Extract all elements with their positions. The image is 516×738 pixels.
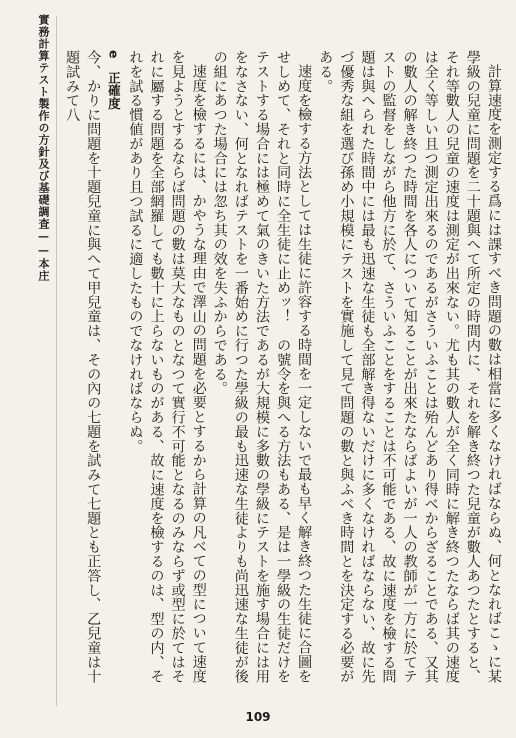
paragraph-2: 速度を檢する方法としては生徒に許容する時間を一定しないで最も早く解き終つた生徒に合圖をせしめて、それと同時に全生徒に止めッ！ の號令を與へる方法もある、是は一學級の生徒だけをテストする場合には極めて氣のきいた方法であるが大規模に多數の學級にテストを施す場合には用をなさない、何となればテストを一番始めに行つた學級の最も迅速な生徒よりも尚迅速な生徒が後の組にあつた場合には忽ち其の效を失ふからである。 xyxy=(211,50,313,684)
paragraph-3: 速度を檢するには、かやうな理由で澤山の問題を必要とするから計算の凡べての型について速度を見ようとするならば問題の數は莫大なものとなつて實行不可能となるのみならず或型に於てはそれに屬する問題を全部網羅しても數十に上らないものがある、故に速度を檢するのは、型の内、それを試る慣値があり且つ試るに適したものでなければならぬ。 xyxy=(127,50,207,684)
page-number: 109 xyxy=(245,710,271,724)
header-divider xyxy=(56,16,57,706)
section-paragraph: 今、かりに問題を十題兒童に與へて甲兒童は、その內の七題を試みて七題とも正答し、乙兒童は十題試みて八 xyxy=(64,50,102,684)
section-heading-accuracy: e 正確度 xyxy=(106,50,122,110)
body-text xyxy=(64,50,504,690)
paragraph-1: 計算速度を測定する爲には課すべき問題の數は相當に多くなければならぬ、何となればこゝに某學級の兒童に問題を二十題與へて所定の時間内に、それを解き終つた兒童が數人あつたとすると、それ等數人の兒童の速度は測定が出來ない。尤も其の數人が全く同時に解き終つたならば其の速度は全く等しい且つ測定出來るのであるがさういふことは殆んどあり得べからざることである、又其の數人の解き終つた時間を各人について知ることが出來たならばよいが一人の教師が一方に於てテストの監督をしながら他方に於て、さういふことをすることは不可能である、故に速度を檢する問題は與へられた時間中には最も迅速な生徒も全部解き得ないだけに多くなければならない、故に先づ優秀な組を選び孫め小規模にテストを實施して見て問題の數と與ふべき時間とを決定する必要がある。 xyxy=(317,50,502,684)
running-header: 實務計算テスト製作の方針及び基礎調査——本庄 xyxy=(37,14,50,282)
